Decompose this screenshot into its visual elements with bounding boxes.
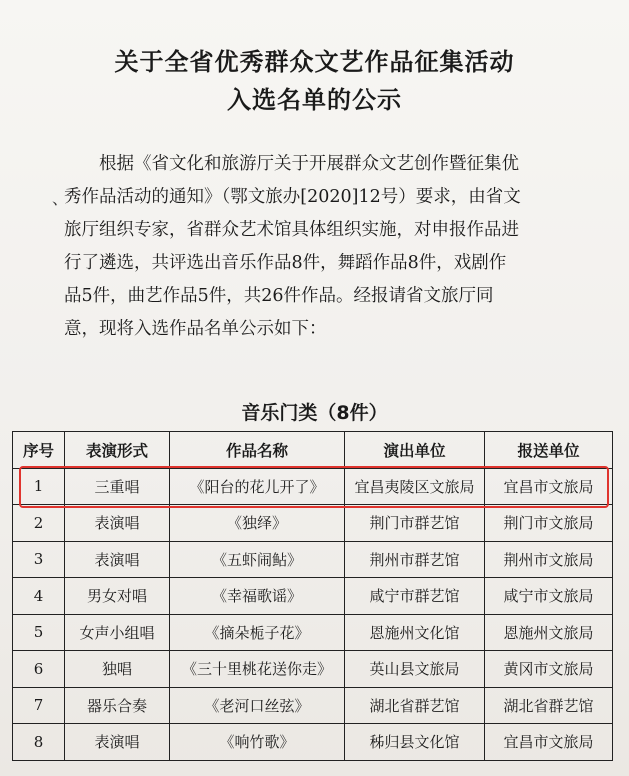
table-row <box>13 651 613 688</box>
cell-submitter: 宜昌市文旅局 <box>485 724 613 761</box>
document-title-line-1: 关于全省优秀群众文艺作品征集活动 <box>114 48 515 76</box>
cell-form: 三重唱 <box>65 468 170 505</box>
cell-index: 7 <box>13 687 65 724</box>
cell-index: 1 <box>13 468 65 505</box>
cell-work: 《摘朵栀子花》 <box>170 614 345 651</box>
body-paragraph <box>64 148 540 346</box>
cell-index: 4 <box>13 578 65 615</box>
margin-mark: 、 <box>52 189 69 208</box>
table-row <box>13 614 613 651</box>
cell-form: 器乐合奏 <box>65 687 170 724</box>
header-performer: 演出单位 <box>345 432 485 469</box>
cell-form: 表演唱 <box>65 541 170 578</box>
cell-form: 表演唱 <box>65 505 170 542</box>
table-header-row <box>13 432 613 469</box>
cell-work: 《老河口丝弦》 <box>170 687 345 724</box>
cell-performer: 荆门市群艺馆 <box>345 505 485 542</box>
cell-work: 《五虾闹鲇》 <box>170 541 345 578</box>
table-row <box>13 541 613 578</box>
cell-work: 《幸福歌谣》 <box>170 578 345 615</box>
cell-form: 女声小组唱 <box>65 614 170 651</box>
cell-performer: 英山县文旅局 <box>345 651 485 688</box>
table-row <box>13 505 613 542</box>
cell-index: 6 <box>13 651 65 688</box>
header-form: 表演形式 <box>65 432 170 469</box>
section-title: 音乐门类（8件） <box>241 402 388 424</box>
cell-performer: 湖北省群艺馆 <box>345 687 485 724</box>
cell-submitter: 荆门市文旅局 <box>485 505 613 542</box>
paragraph-line: 行了遴选，共评选出音乐作品8件，舞蹈作品8件，戏剧作 <box>64 253 507 273</box>
cell-performer: 咸宁市群艺馆 <box>345 578 485 615</box>
cell-form: 独唱 <box>65 651 170 688</box>
cell-submitter: 宜昌市文旅局 <box>485 468 613 505</box>
table-row <box>13 687 613 724</box>
cell-form: 男女对唱 <box>65 578 170 615</box>
cell-work: 《阳台的花儿开了》 <box>170 468 345 505</box>
cell-index: 8 <box>13 724 65 761</box>
cell-performer: 荆州市群艺馆 <box>345 541 485 578</box>
paragraph-line: 旅厅组织专家，省群众艺术馆具体组织实施，对申报作品进 <box>64 220 519 240</box>
table-row <box>13 724 613 761</box>
paragraph-line: 秀作品活动的通知》（鄂文旅办[2020]12号）要求，由省文 <box>64 187 521 207</box>
cell-work: 《三十里桃花送你走》 <box>170 651 345 688</box>
cell-index: 2 <box>13 505 65 542</box>
header-submitter: 报送单位 <box>485 432 613 469</box>
cell-submitter: 恩施州文旅局 <box>485 614 613 651</box>
header-index: 序号 <box>13 432 65 469</box>
cell-work: 《独绎》 <box>170 505 345 542</box>
paragraph-line: 意，现将入选作品名单公示如下： <box>64 319 327 339</box>
cell-work: 《响竹歌》 <box>170 724 345 761</box>
cell-submitter: 黄冈市文旅局 <box>485 651 613 688</box>
document-title-line-2: 入选名单的公示 <box>227 86 402 114</box>
cell-submitter: 咸宁市文旅局 <box>485 578 613 615</box>
table-row <box>13 578 613 615</box>
paragraph-line: 根据《省文化和旅游厅关于开展群众文艺创作暨征集优 <box>99 154 519 174</box>
paragraph-line: 品5件，曲艺作品5件，共26件作品。经报请省文旅厅同 <box>64 286 494 306</box>
cell-index: 3 <box>13 541 65 578</box>
cell-submitter: 湖北省群艺馆 <box>485 687 613 724</box>
cell-submitter: 荆州市文旅局 <box>485 541 613 578</box>
cell-form: 表演唱 <box>65 724 170 761</box>
cell-performer: 恩施州文化馆 <box>345 614 485 651</box>
highlight-box <box>19 466 609 508</box>
cell-performer: 秭归县文化馆 <box>345 724 485 761</box>
header-work: 作品名称 <box>170 432 345 469</box>
cell-index: 5 <box>13 614 65 651</box>
cell-performer: 宜昌夷陵区文旅局 <box>345 468 485 505</box>
